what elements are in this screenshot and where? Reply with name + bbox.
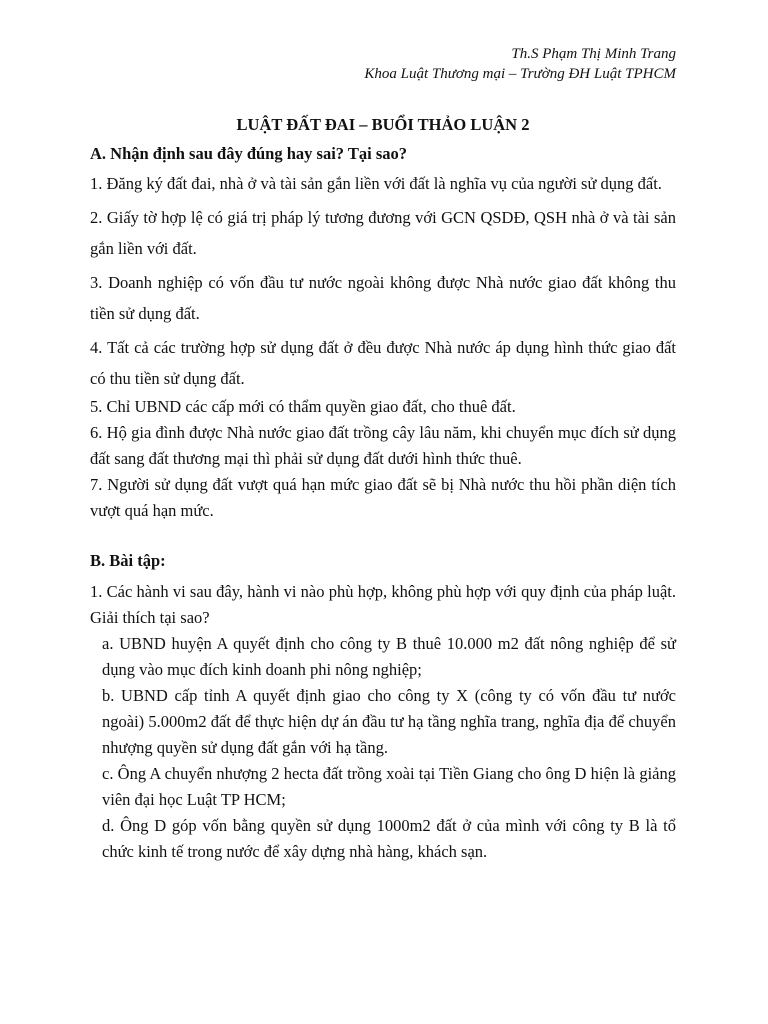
statement-item: 2. Giấy tờ hợp lệ có giá trị pháp lý tương đương với GCN QSDĐ, QSH nhà ở và tài sản gắn liền với đất. (90, 208, 676, 258)
exercise-subitem: b. UBND cấp tỉnh A quyết định giao cho công ty X (công ty có vốn đầu tư nước ngoài) 5.000m2 đất để thực hiện dự án đầu tư hạ tầng nghĩa trang, nghĩa địa để chuyển nhượng quyền sử dụng đất gắn với hạ tầng. (102, 686, 676, 757)
statement-item: 3. Doanh nghiệp có vốn đầu tư nước ngoài không được Nhà nước giao đất không thu tiền sử dụng đất. (90, 273, 676, 323)
author-name: Th.S Phạm Thị Minh Trang (511, 46, 676, 62)
exercise-question: 1. Các hành vi sau đây, hành vi nào phù hợp, không phù hợp với quy định của pháp luật. Giải thích tại sao? (90, 582, 676, 627)
statement-item: 5. Chỉ UBND các cấp mới có thẩm quyền giao đất, cho thuê đất. (90, 397, 516, 416)
statement-item: 4. Tất cả các trường hợp sử dụng đất ở đều được Nhà nước áp dụng hình thức giao đất có thu tiền sử dụng đất. (90, 338, 676, 388)
statement-item: 6. Hộ gia đình được Nhà nước giao đất trồng cây lâu năm, khi chuyển mục đích sử dụng đất sang đất thương mại thì phải sử dụng đất dưới hình thức thuê. (90, 423, 676, 468)
document-title: LUẬT ĐẤT ĐAI – BUỔI THẢO LUẬN 2 (236, 115, 530, 134)
section-a-heading: A. Nhận định sau đây đúng hay sai? Tại sao? (90, 144, 407, 163)
document-header (90, 44, 676, 84)
exercise-subitem: c. Ông A chuyển nhượng 2 hecta đất trồng xoài tại Tiền Giang cho ông D hiện là giảng viên đại học Luật TP HCM; (102, 764, 676, 809)
document-page (90, 44, 676, 865)
exercise-subitem: a. UBND huyện A quyết định cho công ty B thuê 10.000 m2 đất nông nghiệp để sử dụng vào mục đích kinh doanh phi nông nghiệp; (102, 634, 676, 679)
section-b-heading: B. Bài tập: (90, 551, 166, 570)
statement-item: 7. Người sử dụng đất vượt quá hạn mức giao đất sẽ bị Nhà nước thu hồi phần diện tích vượt quá hạn mức. (90, 475, 676, 520)
statement-item: 1. Đăng ký đất đai, nhà ở và tài sản gắn liền với đất là nghĩa vụ của người sử dụng đất. (90, 174, 662, 193)
exercise-subitem: d. Ông D góp vốn bằng quyền sử dụng 1000m2 đất ở của mình với công ty B là tổ chức kinh tế trong nước để xây dựng nhà hàng, khách sạn. (102, 816, 676, 861)
author-affiliation: Khoa Luật Thương mại – Trường ĐH Luật TPHCM (364, 66, 676, 82)
